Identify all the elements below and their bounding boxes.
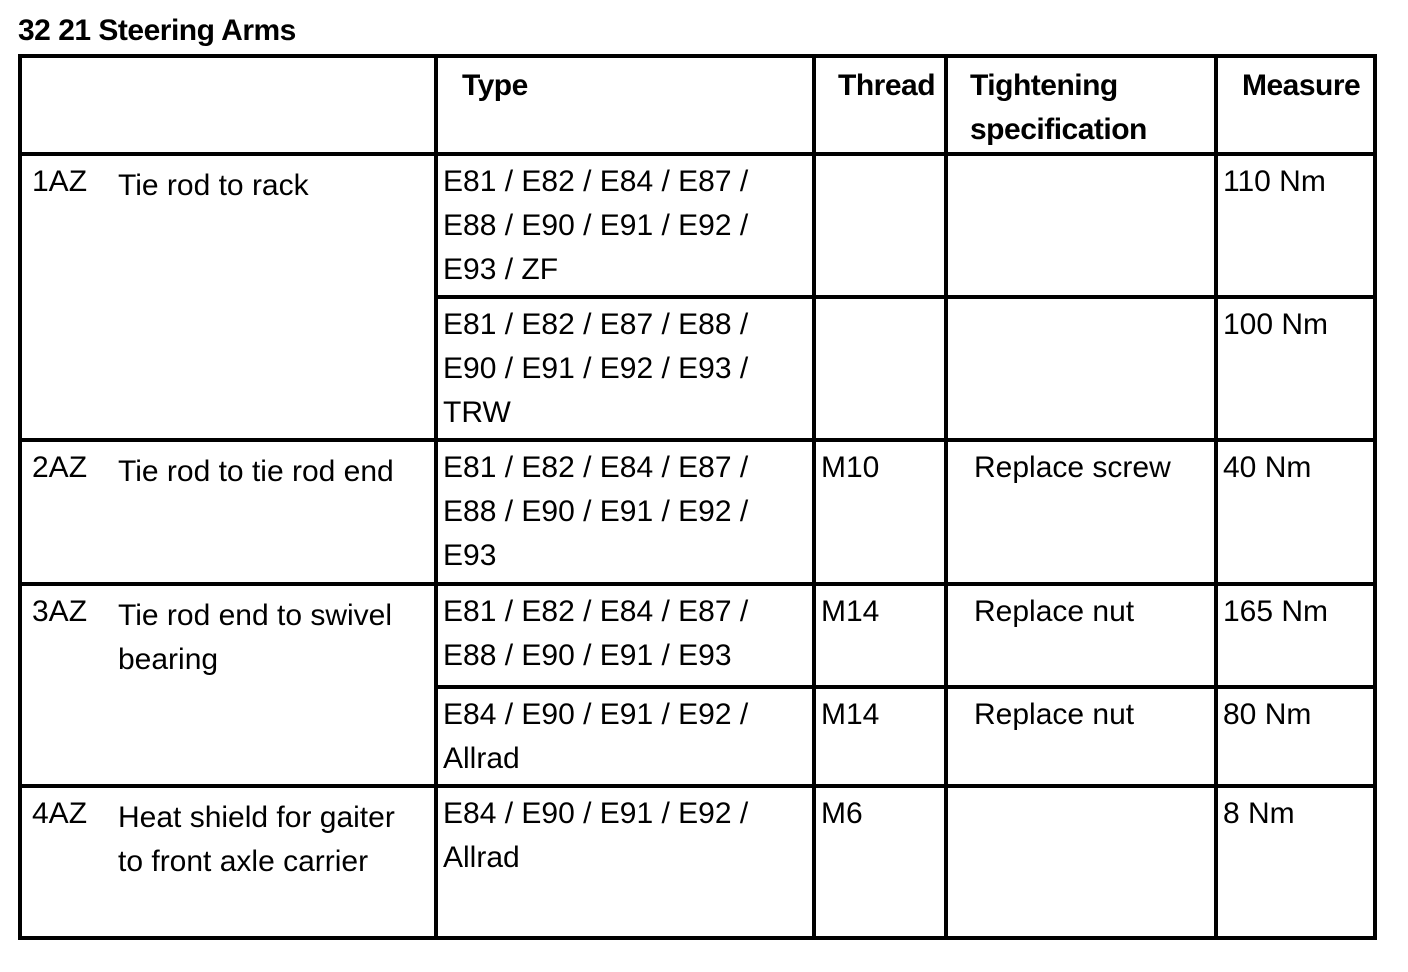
measure-cell: 80 Nm [1216,687,1375,786]
measure-cell: 8 Nm [1216,786,1375,938]
tightening-cell: Replace nut [946,584,1216,687]
type-cell: E81 / E82 / E84 / E87 / E88 / E90 / E91 / E92 / E93 [436,440,814,584]
header-type: Type [436,56,814,154]
page-title: 32 21 Steering Arms [18,14,296,47]
type-cell: E84 / E90 / E91 / E92 / Allrad [436,786,814,938]
tightening-cell [946,297,1216,440]
item-description: Tie rod to tie rod end [118,455,394,488]
torque-spec-table [18,54,1377,940]
thread-cell: M14 [814,687,946,786]
measure-cell: 100 Nm [1216,297,1375,440]
tightening-cell [946,154,1216,297]
thread-cell: M6 [814,786,946,938]
item-code: 3AZ [32,595,88,628]
header-measure: Measure [1216,56,1375,154]
header-item [20,56,436,154]
table-row [20,584,1375,687]
table-row [20,440,1375,584]
type-cell: E81 / E82 / E84 / E87 / E88 / E90 / E91 / E93 [436,584,814,687]
table-header-row [20,56,1375,154]
table-row [20,786,1375,938]
item-cell [20,584,436,786]
item-description: Heat shield for gaiter to front axle carrier [118,801,395,878]
item-code: 1AZ [32,165,88,198]
thread-cell: M14 [814,584,946,687]
item-description: Tie rod to rack [118,169,309,202]
thread-cell [814,154,946,297]
thread-cell: M10 [814,440,946,584]
item-code: 4AZ [32,797,88,830]
item-description: Tie rod end to swivel bearing [118,599,393,676]
measure-cell: 40 Nm [1216,440,1375,584]
table-row [20,154,1375,297]
type-cell: E81 / E82 / E84 / E87 / E88 / E90 / E91 / E92 / E93 / ZF [436,154,814,297]
measure-cell: 165 Nm [1216,584,1375,687]
item-cell [20,786,436,938]
item-cell [20,154,436,440]
item-code: 2AZ [32,451,88,484]
thread-cell [814,297,946,440]
type-cell: E84 / E90 / E91 / E92 / Allrad [436,687,814,786]
type-cell: E81 / E82 / E87 / E88 / E90 / E91 / E92 / E93 / TRW [436,297,814,440]
measure-cell: 110 Nm [1216,154,1375,297]
tightening-cell: Replace nut [946,687,1216,786]
header-thread: Thread [814,56,946,154]
tightening-cell [946,786,1216,938]
tightening-cell: Replace screw [946,440,1216,584]
header-tightening: Tightening specification [946,56,1216,154]
item-cell [20,440,436,584]
